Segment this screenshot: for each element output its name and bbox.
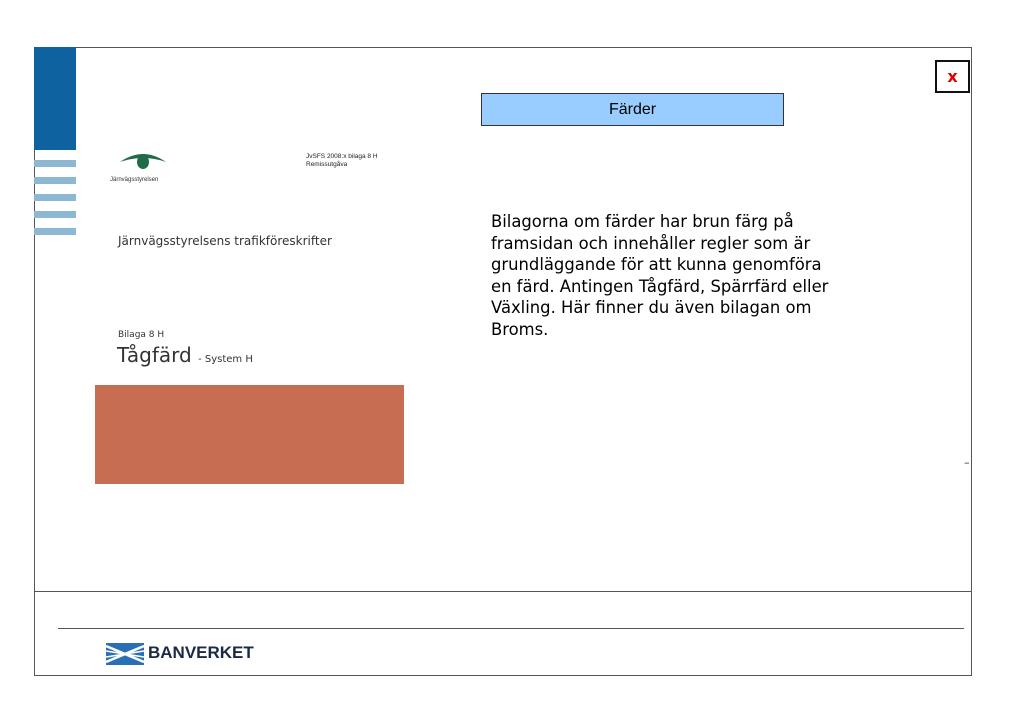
sidebar-stripe <box>34 194 76 201</box>
dash-mark: – <box>964 456 970 469</box>
sidebar-stripe <box>34 177 76 184</box>
sidebar-stripe <box>34 211 76 218</box>
sidebar-blue-bar <box>34 47 76 150</box>
thumbnail-cover-block <box>95 385 404 484</box>
page-title: Färder <box>481 93 784 126</box>
sidebar-stripe <box>34 228 76 235</box>
thumbnail-bilaga-label: Bilaga 8 H <box>118 330 165 340</box>
jarnvagsstyrelsen-logo-icon <box>118 148 168 172</box>
sidebar-stripe <box>34 160 76 167</box>
close-button[interactable]: x <box>935 60 970 93</box>
thumbnail-document-code: JvSFS 2008:x bilaga 8 H Remissutgåva <box>306 153 378 168</box>
divider-line <box>34 591 972 592</box>
footer-divider-line <box>58 628 964 629</box>
thumbnail-logo-text: Järnvägsstyrelsen <box>110 177 159 183</box>
description-text: Bilagorna om färder har brun färg på framsidan och innehåller regler som är grundläggande för att kunna genomföra en färd. Antingen Tågfärd, Spärrfärd eller Växling. Här finner du även bilagan om Broms. <box>491 212 829 339</box>
thumbnail-heading: Järnvägsstyrelsens trafikföreskrifter <box>118 234 332 248</box>
banverket-logo-icon <box>106 643 144 665</box>
thumbnail-title: Tågfärd - System H <box>117 343 253 367</box>
banverket-logo-text: BANVERKET <box>148 643 254 662</box>
